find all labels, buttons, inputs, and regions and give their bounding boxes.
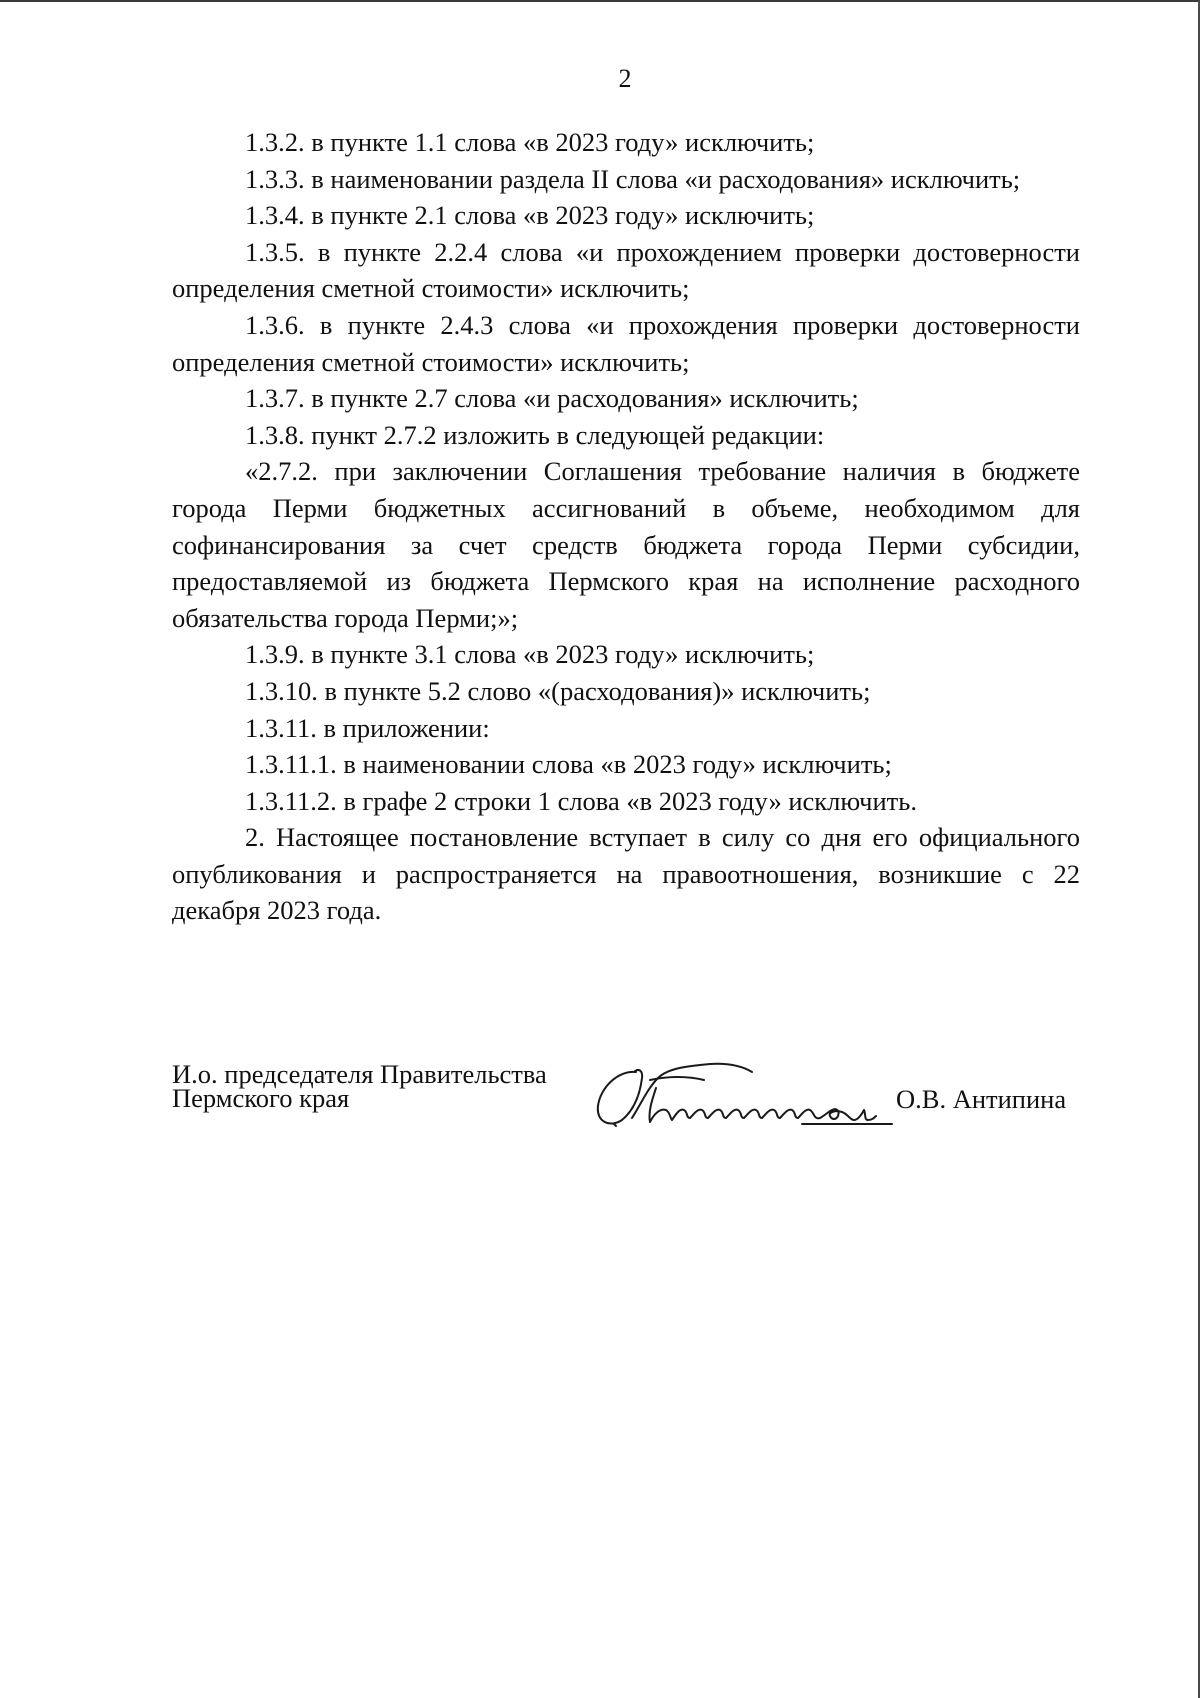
paragraph-1-3-9: 1.3.9. в пункте 3.1 слова «в 2023 году» исключить; bbox=[245, 639, 815, 670]
handwritten-signature bbox=[592, 1058, 902, 1130]
paragraph-1-3-10: 1.3.10. в пункте 5.2 слово «(расходования)» исключить; bbox=[245, 675, 871, 706]
signatory-position-line-2: Пермского края bbox=[172, 1083, 350, 1113]
page-number: 2 bbox=[618, 64, 632, 93]
paragraph-1-3-11-1: 1.3.11.1. в наименовании слова «в 2023 году» исключить; bbox=[245, 749, 892, 780]
paragraph-1-3-3: 1.3.3. в наименовании раздела II слова «и расходования» исключить; bbox=[245, 163, 1021, 194]
paragraph-1-3-2: 1.3.2. в пункте 1.1 слова «в 2023 году» исключить; bbox=[245, 127, 815, 157]
paragraph-1-3-11: 1.3.11. в приложении: bbox=[245, 712, 490, 743]
signatory-position bbox=[172, 1059, 572, 1113]
paragraph-2-7-2-new-text: «2.7.2. при заключении Соглашения требование наличия в бюджете города Перми бюджетных ассигнований в объеме, необходимом для софинансирования за счет средств бюджета города Перми субсидии, предоставляемой из бюджета Пермского края на исполнение расходного обязательства города Перми;»; bbox=[172, 456, 1080, 633]
signatory-name: О.В. Антипина bbox=[896, 1084, 1067, 1114]
paragraph-1-3-5: 1.3.5. в пункте 2.2.4 слова «и прохождением проверки достоверности определения сметной стоимости» исключить; bbox=[172, 236, 1080, 304]
paragraph-1-3-8: 1.3.8. пункт 2.7.2 изложить в следующей редакции: bbox=[245, 419, 825, 450]
paragraph-1-3-6: 1.3.6. в пункте 2.4.3 слова «и прохождения проверки достоверности определения сметной стоимости» исключить; bbox=[172, 309, 1080, 377]
paragraph-1-3-7: 1.3.7. в пункте 2.7 слова «и расходования» исключить; bbox=[245, 383, 859, 414]
scan-edge-top bbox=[0, 0, 1200, 2]
signatory-position-line-1: И.о. председателя Правительства bbox=[172, 1059, 547, 1089]
paragraph-1-3-4: 1.3.4. в пункте 2.1 слова «в 2023 году» исключить; bbox=[245, 200, 815, 231]
paragraph-2-effective-date: 2. Настоящее постановление вступает в силу со дня его официального опубликования и распространяется на правоотношения, возникшие с 22 декабря 2023 года. bbox=[172, 822, 1080, 926]
document-body bbox=[172, 124, 1080, 929]
paragraph-1-3-11-2: 1.3.11.2. в графе 2 строки 1 слова «в 2023 году» исключить. bbox=[245, 785, 917, 816]
